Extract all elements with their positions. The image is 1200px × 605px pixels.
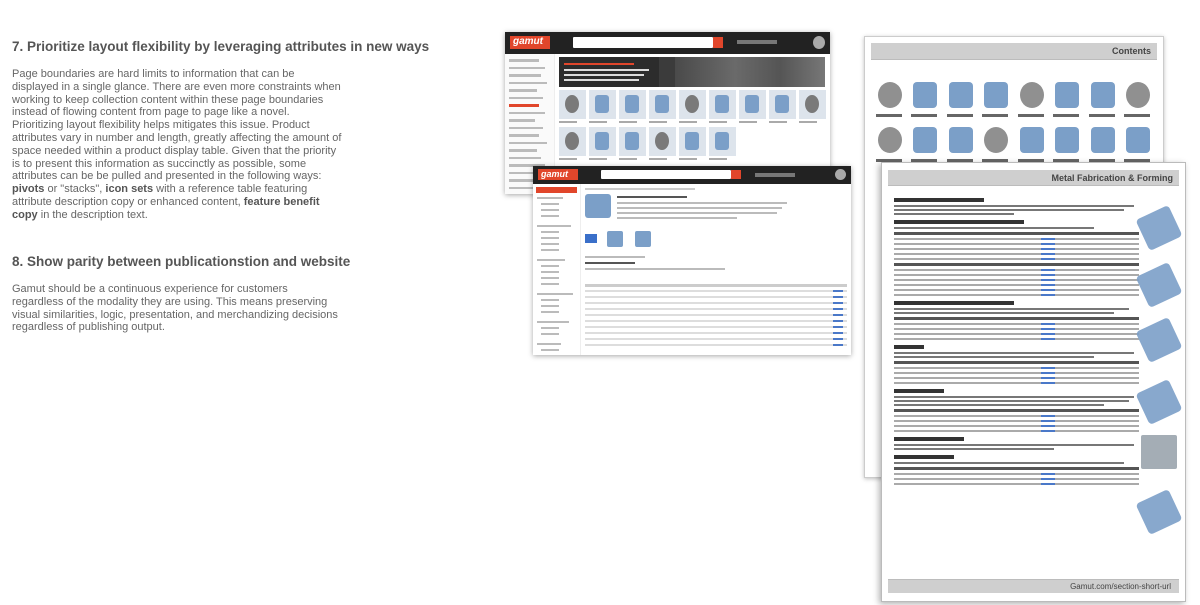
- product-image: [1136, 379, 1183, 425]
- search-input: [601, 170, 731, 179]
- footer-url: Gamut.com/section-short-url: [1070, 582, 1171, 591]
- avatar: [813, 36, 825, 49]
- body-text: in the description text.: [37, 208, 148, 221]
- product-image: [1141, 435, 1177, 469]
- product-image: [1136, 489, 1183, 535]
- select-button: [585, 234, 597, 243]
- section-header-bar: [888, 170, 1179, 186]
- product-image: [1136, 317, 1183, 363]
- site-header: [533, 166, 851, 184]
- section-8-body: Gamut should be a continuous experience for customers regardless of the modality they are using. This means preserving visual similarities, logic, presentation, and merchandizing decisions regardless of publishing output.: [12, 283, 338, 334]
- gamut-logo: gamut: [538, 169, 578, 180]
- section-8: [12, 253, 351, 334]
- bold-icon-sets: icon sets: [105, 183, 154, 196]
- product-table: [585, 284, 847, 350]
- print-section-page: [881, 162, 1186, 602]
- hero-image: [675, 57, 825, 87]
- gamut-logo: gamut: [510, 36, 550, 49]
- section-footer-bar: [888, 579, 1179, 593]
- product-image: [1136, 262, 1183, 308]
- contents-header-bar: [871, 43, 1157, 60]
- option-image: [607, 231, 623, 247]
- bold-feature-benefit: feature benefit copy: [12, 195, 320, 221]
- section-7-body: [12, 68, 342, 222]
- hero-banner: [559, 57, 825, 87]
- body-text: or "stacks",: [44, 183, 106, 196]
- contents-title: Contents: [1112, 46, 1151, 56]
- category-grid: [559, 90, 827, 164]
- contents-grid: [873, 79, 1155, 169]
- body-text: Page boundaries are hard limits to information that can be displayed in a single glance. There are even more constraints when working to keep collection content within these page boundaries instead of flowing content from page to page like a novel. Prioritizing layout flexibility helps mitigates this issue. Product attributes vary in number and length, greatly affecting the amount of space needed within a product display table. Given that the priority is to present this information as succinctly as possible, some attributes can be be pulled and presented in the following ways:: [12, 68, 342, 183]
- search-input: [573, 37, 713, 48]
- website-product-page-screenshot: [533, 166, 851, 355]
- search-icon: [713, 37, 723, 48]
- section-title: Metal Fabrication & Forming: [1051, 173, 1173, 183]
- product-detail: [585, 186, 847, 355]
- site-header: [505, 32, 830, 54]
- search-icon: [731, 170, 741, 179]
- section-content: [894, 193, 1139, 488]
- section-7: [12, 38, 430, 222]
- avatar: [835, 169, 846, 180]
- bold-pivots: pivots: [12, 183, 45, 196]
- body-text: with a reference table featuring attribute description copy or enhanced content,: [12, 183, 308, 208]
- refine-results-sidebar: [533, 184, 581, 355]
- sign-in-link: [737, 40, 777, 44]
- option-image: [635, 231, 651, 247]
- section-8-title: 8. Show parity between publicationstion and website: [12, 254, 351, 269]
- sign-in-link: [755, 173, 795, 177]
- section-7-title: 7. Prioritize layout flexibility by leveraging attributes in new ways: [12, 39, 430, 54]
- product-image: [585, 194, 611, 218]
- product-image: [1136, 205, 1183, 251]
